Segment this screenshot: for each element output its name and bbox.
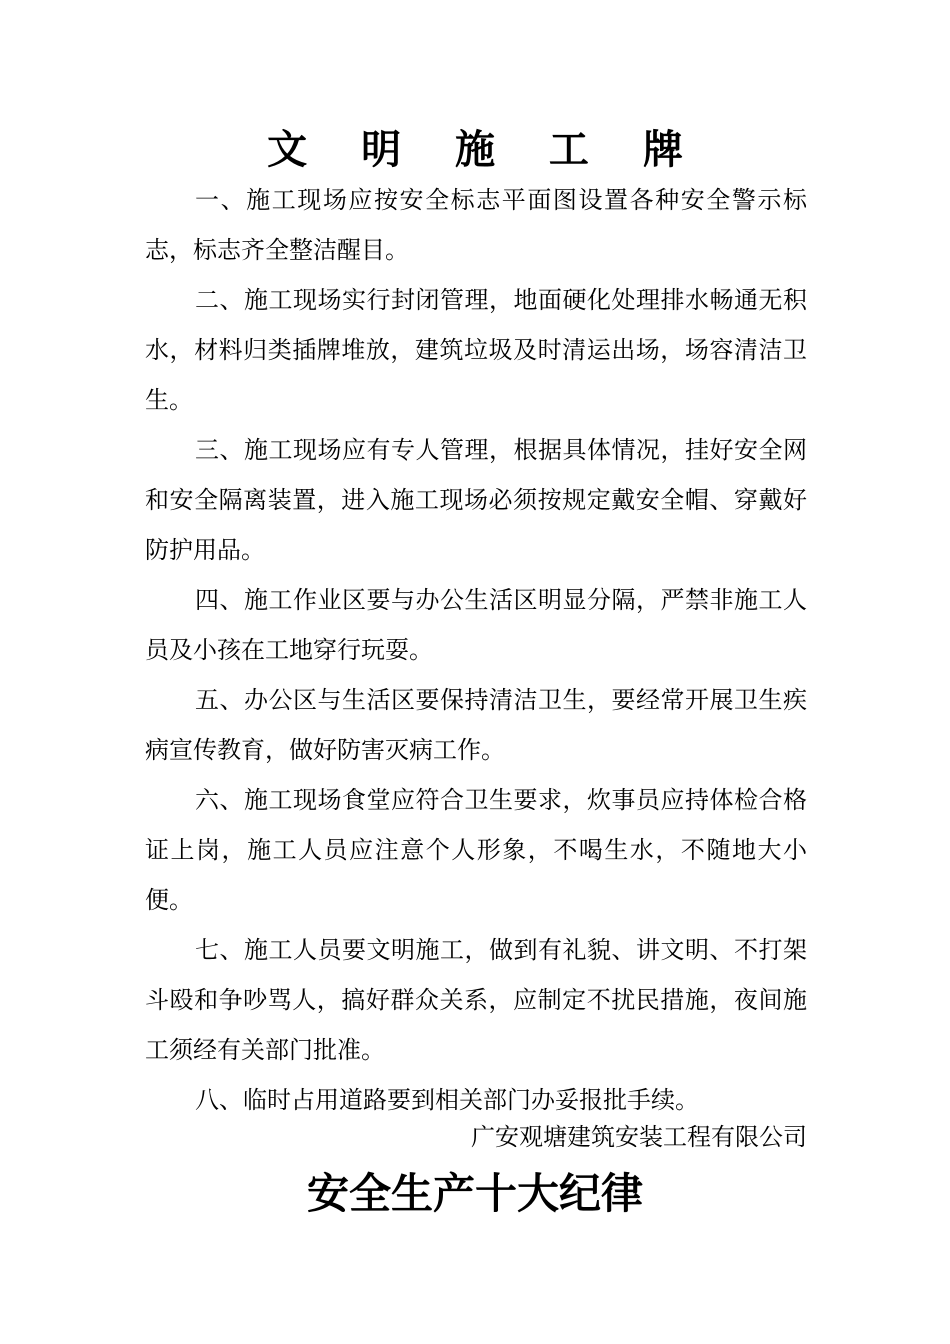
rule-paragraph-1: 一、施工现场应按安全标志平面图设置各种安全警示标志，标志齐全整洁醒目。 — [145, 186, 807, 264]
rule-paragraph-8: 八、临时占用道路要到相关部门办妥报批手续。 — [195, 1086, 699, 1114]
page-title: 文 明 施 工 牌 — [267, 126, 703, 173]
company-signature: 广安观塘建筑安装工程有限公司 — [471, 1123, 807, 1151]
section-title: 安全生产十大纪律 — [306, 1169, 643, 1218]
rule-paragraph-3: 三、施工现场应有专人管理，根据具体情况，挂好安全网和安全隔离装置，进入施工现场必须按规定戴安全帽、穿戴好防护用品。 — [145, 436, 807, 564]
rule-paragraph-5: 五、办公区与生活区要保持清洁卫生，要经常开展卫生疾病宣传教育，做好防害灭病工作。 — [145, 686, 807, 764]
rule-paragraph-6: 六、施工现场食堂应符合卫生要求，炊事员应持体检合格证上岗，施工人员应注意个人形象，不喝生水，不随地大小便。 — [145, 786, 807, 914]
rule-paragraph-2: 二、施工现场实行封闭管理，地面硬化处理排水畅通无积水，材料归类插牌堆放，建筑垃圾及时清运出场，场容清洁卫生。 — [145, 286, 807, 414]
rule-paragraph-4: 四、施工作业区要与办公生活区明显分隔，严禁非施工人员及小孩在工地穿行玩耍。 — [145, 586, 807, 664]
rules-list — [145, 175, 807, 1125]
rule-paragraph-7: 七、施工人员要文明施工，做到有礼貌、讲文明、不打架斗殴和争吵骂人，搞好群众关系，应制定不扰民措施，夜间施工须经有关部门批准。 — [145, 936, 807, 1064]
